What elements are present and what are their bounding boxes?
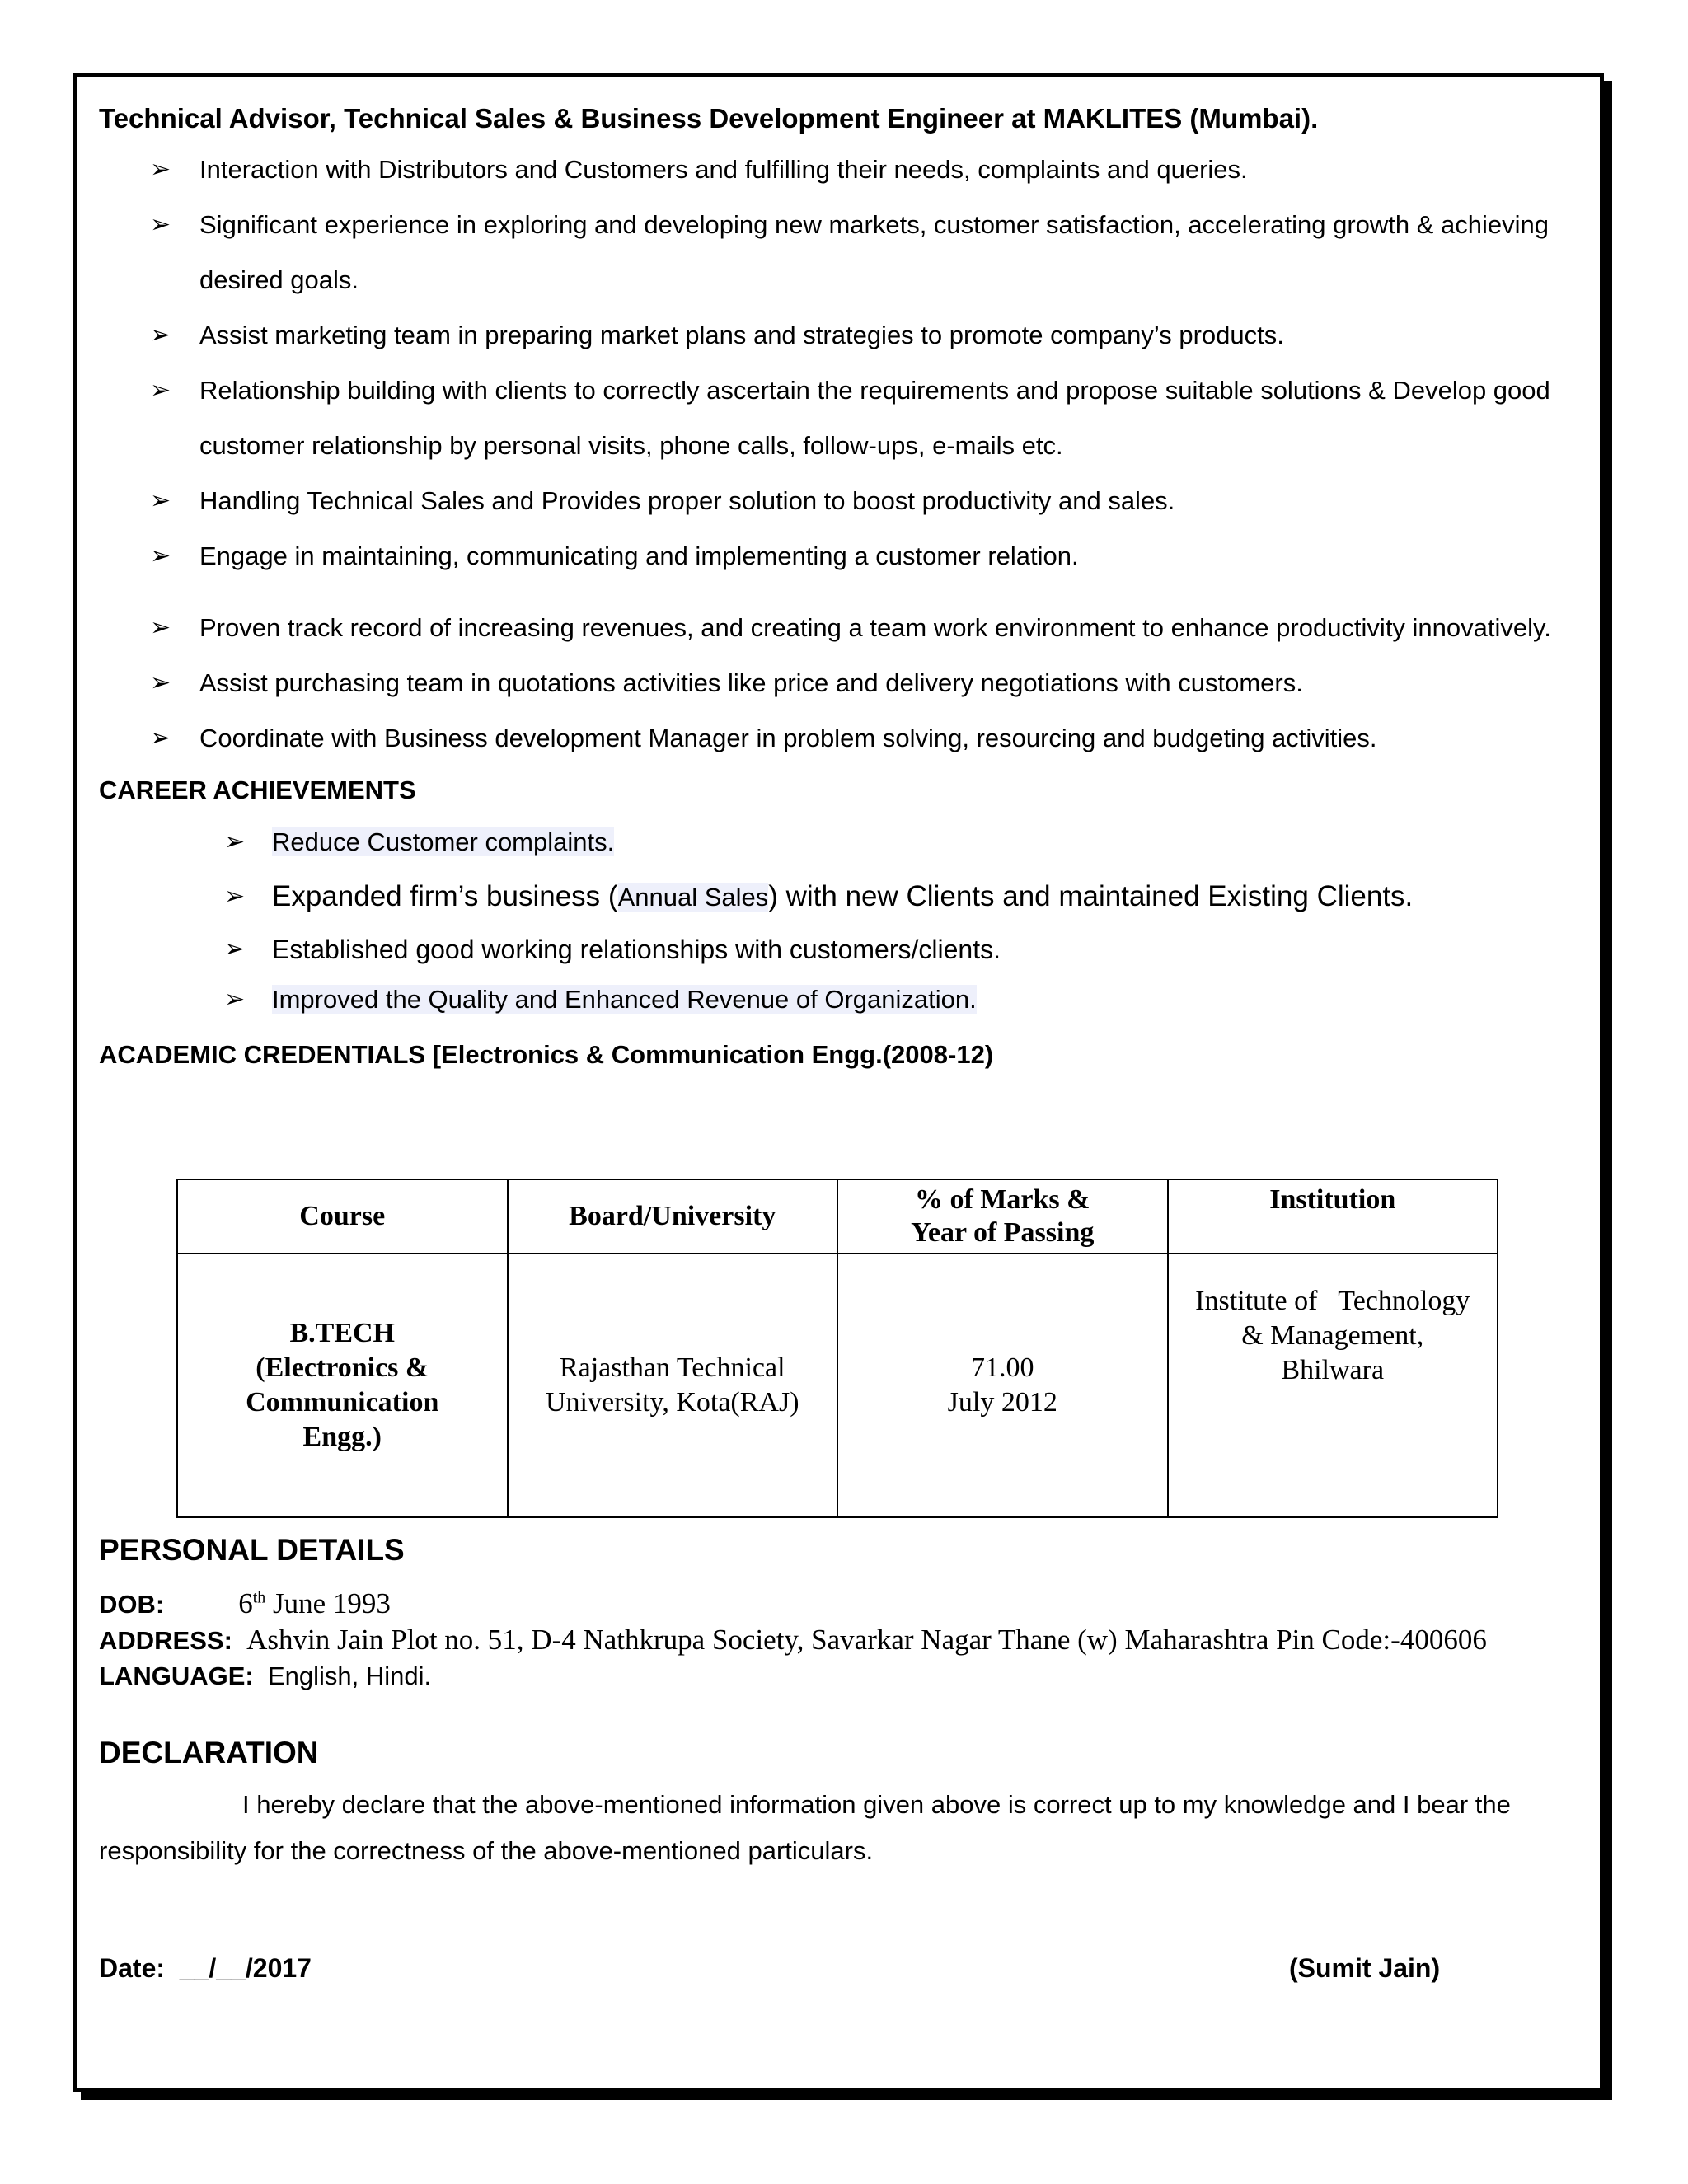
arrow-bullet-icon: ➢: [150, 542, 171, 569]
list-item: ➢ Coordinate with Business development Manager in problem solving, resourcing and budgeting activities.: [99, 710, 1574, 766]
date-value: __/__/2017: [179, 1953, 312, 1983]
cell-institution: Institute of Technology & Management, Bhilwara: [1168, 1254, 1498, 1517]
header-course: Course: [177, 1179, 508, 1254]
list-item: ➢ Assist marketing team in preparing market plans and strategies to promote company’s products.: [99, 307, 1574, 363]
arrow-bullet-icon: ➢: [224, 883, 246, 910]
list-item: ➢ Expanded firm’s business (Annual Sales) with new Clients and maintained Existing Clients.: [99, 869, 1574, 925]
dob-label: DOB:: [99, 1590, 165, 1619]
achievements-list: [99, 815, 1574, 1025]
academic-credentials-heading: ACADEMIC CREDENTIALS [Electronics & Communication Engg.(2008-12): [99, 1040, 994, 1069]
list-item: ➢ Assist purchasing team in quotations activities like price and delivery negotiations with customers.: [99, 655, 1574, 710]
arrow-bullet-icon: ➢: [224, 828, 246, 855]
list-item: ➢ Handling Technical Sales and Provides proper solution to boost productivity and sales.: [99, 473, 1574, 528]
declaration-text: I hereby declare that the above-mentioned information given above is correct up to my knowledge and I bear the responsibility for the correctness of the above-mentioned particulars.: [99, 1790, 1511, 1865]
job-bullet-list: [99, 142, 1574, 766]
language-row: [99, 1661, 431, 1691]
signature-name: (Sumit Jain): [1289, 1953, 1441, 1983]
arrow-bullet-icon: ➢: [224, 986, 246, 1013]
list-item: ➢ Proven track record of increasing revenues, and creating a team work environment to enhance productivity innovatively.: [99, 600, 1574, 655]
list-item: ➢ Interaction with Distributors and Customers and fulfilling their needs, complaints and queries.: [99, 142, 1574, 197]
header-marks: % of Marks & Year of Passing: [837, 1179, 1168, 1254]
address-row: [99, 1624, 1487, 1657]
personal-details-heading: PERSONAL DETAILS: [99, 1533, 405, 1567]
dob-row: [99, 1587, 391, 1620]
table-row: [177, 1254, 1498, 1517]
arrow-bullet-icon: ➢: [150, 614, 171, 641]
cell-marks: 71.00 July 2012: [837, 1254, 1168, 1517]
list-item: ➢ Improved the Quality and Enhanced Revenue of Organization.: [99, 974, 1574, 1025]
arrow-bullet-icon: ➢: [224, 935, 246, 963]
language-value: English, Hindi.: [267, 1661, 432, 1690]
dob-value: 6th June 1993: [238, 1587, 391, 1619]
resume-content: [99, 99, 1574, 1080]
header-board: Board/University: [508, 1179, 838, 1254]
cell-course: B.TECH (Electronics & Communication Engg.): [177, 1254, 508, 1517]
list-item: ➢ Reduce Customer complaints.: [99, 815, 1574, 869]
arrow-bullet-icon: ➢: [150, 156, 171, 183]
date-line: Date: __/__/2017: [99, 1953, 312, 1983]
arrow-bullet-icon: ➢: [150, 669, 171, 696]
arrow-bullet-icon: ➢: [150, 724, 171, 752]
arrow-bullet-icon: ➢: [150, 321, 171, 349]
address-label: ADDRESS:: [99, 1626, 232, 1655]
arrow-bullet-icon: ➢: [150, 487, 171, 514]
arrow-bullet-icon: ➢: [150, 377, 171, 404]
list-item: ➢ Established good working relationships with customers/clients.: [99, 925, 1574, 974]
list-item: ➢ Engage in maintaining, communicating and implementing a customer relation.: [99, 528, 1574, 583]
list-item: ➢ Relationship building with clients to correctly ascertain the requirements and propose suitable solutions & Develop good customer relationship by personal visits, phone calls, follow-ups, e-mails etc.: [99, 363, 1574, 473]
declaration-heading: DECLARATION: [99, 1736, 319, 1769]
language-label: LANGUAGE:: [99, 1661, 254, 1690]
education-table: [176, 1179, 1498, 1518]
table-header-row: [177, 1179, 1498, 1254]
list-item: ➢ Significant experience in exploring and developing new markets, customer satisfaction, accelerating growth & achieving desired goals.: [99, 197, 1574, 307]
address-value: Ashvin Jain Plot no. 51, D-4 Nathkrupa Society, Savarkar Nagar Thane (w) Maharashtra Pin Code:-400606: [246, 1624, 1487, 1656]
cell-board: Rajasthan Technical University, Kota(RAJ): [508, 1254, 838, 1517]
job-title: Technical Advisor, Technical Sales & Business Development Engineer at MAKLITES (Mumbai).: [99, 103, 1319, 134]
arrow-bullet-icon: ➢: [150, 211, 171, 238]
header-institution: Institution: [1168, 1179, 1498, 1254]
career-achievements-heading: CAREER ACHIEVEMENTS: [99, 776, 416, 804]
